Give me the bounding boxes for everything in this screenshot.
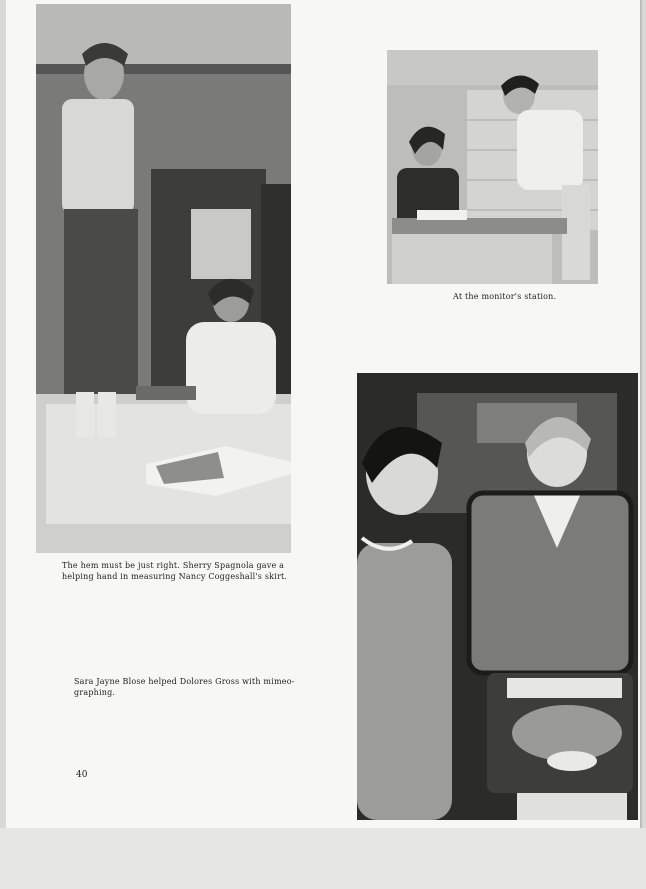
caption-monitor-station: At the monitor's station. — [453, 292, 557, 301]
page-background — [0, 828, 646, 889]
photo-monitor-station — [387, 50, 598, 284]
photo-hem-measuring — [36, 4, 291, 553]
caption-hem-measuring: The hem must be just right. Sherry Spagnola gave a helping hand in measuring Nancy Coggeshall's skirt. — [62, 561, 288, 581]
caption-mimeograph: Sara Jayne Blose helped Dolores Gross with mimeo-graphing. — [74, 677, 295, 697]
photo-mimeograph — [357, 373, 638, 820]
page-number: 40 — [76, 770, 88, 780]
